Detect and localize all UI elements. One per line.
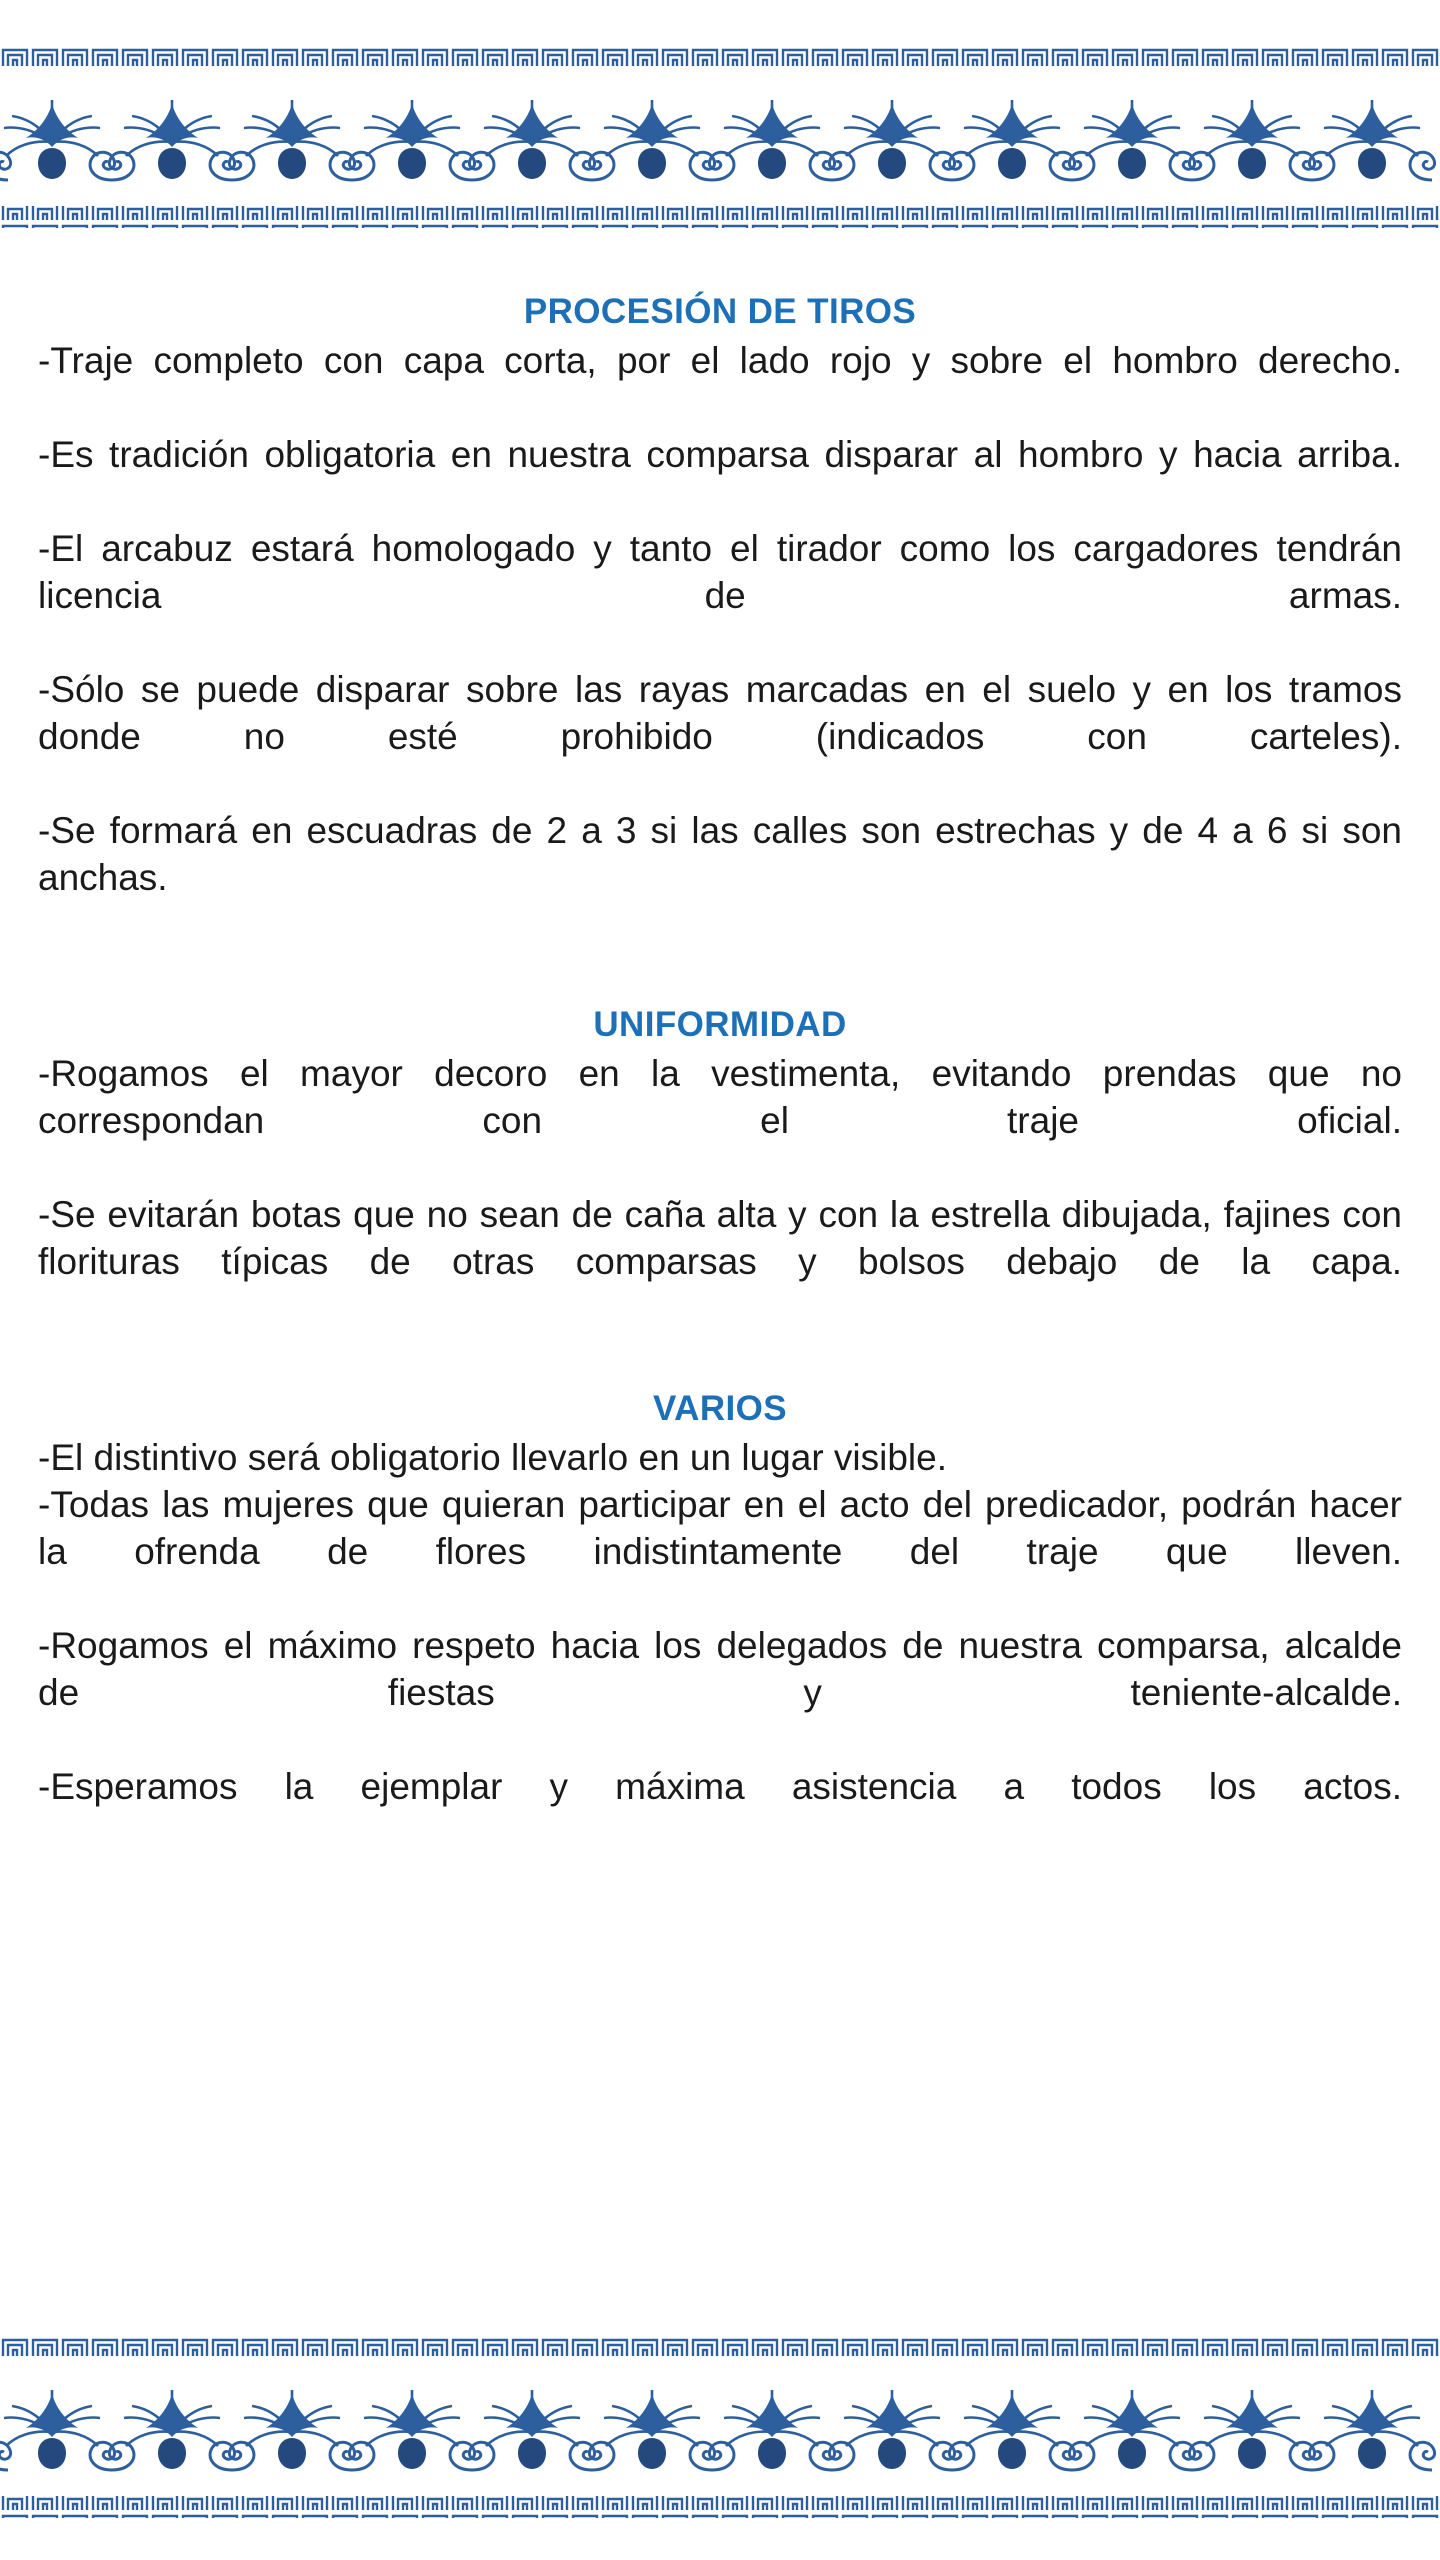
section-title-varios: VARIOS <box>653 1388 787 1428</box>
paragraph: -Se evitarán botas que no sean de caña alta y con la estrella dibujada, fajines con florituras típicas de otras comparsas y bolsos debajo de la capa. <box>38 1193 1402 1282</box>
paragraph: -El distintivo será obligatorio llevarlo en un lugar visible. <box>38 1436 948 1478</box>
paragraph: -Traje completo con capa corta, por el lado rojo y sobre el hombro derecho. <box>38 340 1402 381</box>
section-uniformidad <box>38 1005 1402 1333</box>
paragraph: -Se formará en escuadras de 2 a 3 si las calles son estrechas y de 4 a 6 si son anchas. <box>38 809 1402 898</box>
paragraph: -Rogamos el mayor decoro en la vestimenta, evitando prendas que no correspondan con el traje oficial. <box>38 1052 1402 1141</box>
section-procesion-de-tiros <box>38 292 1402 949</box>
section-varios <box>38 1389 1402 1858</box>
paragraph: -El arcabuz estará homologado y tanto el tirador como los cargadores tendrán licencia de armas. <box>38 527 1402 616</box>
paragraph: -Todas las mujeres que quieran participar en el acto del predicador, podrán hacer la ofrenda de flores indistintamente del traje que lleven. <box>38 1483 1402 1572</box>
paragraph: -Rogamos el máximo respeto hacia los delegados de nuestra comparsa, alcalde de fiestas y teniente-alcalde. <box>38 1624 1402 1713</box>
paragraph: -Esperamos la ejemplar y máxima asistencia a todos los actos. <box>38 1765 1402 1807</box>
paragraph: -Es tradición obligatoria en nuestra comparsa disparar al hombro y hacia arriba. <box>38 433 1402 475</box>
section-title-procesion-de-tiros: PROCESIÓN DE TIROS <box>523 292 917 331</box>
bottom-ornament-border <box>0 2336 1440 2522</box>
paragraph: -Sólo se puede disparar sobre las rayas marcadas en el suelo y en los tramos donde no esté prohibido (indicados con carteles). <box>38 668 1402 757</box>
document-body <box>0 292 1440 1858</box>
top-ornament-border <box>0 0 1440 232</box>
section-title-uniformidad: UNIFORMIDAD <box>593 1004 847 1044</box>
